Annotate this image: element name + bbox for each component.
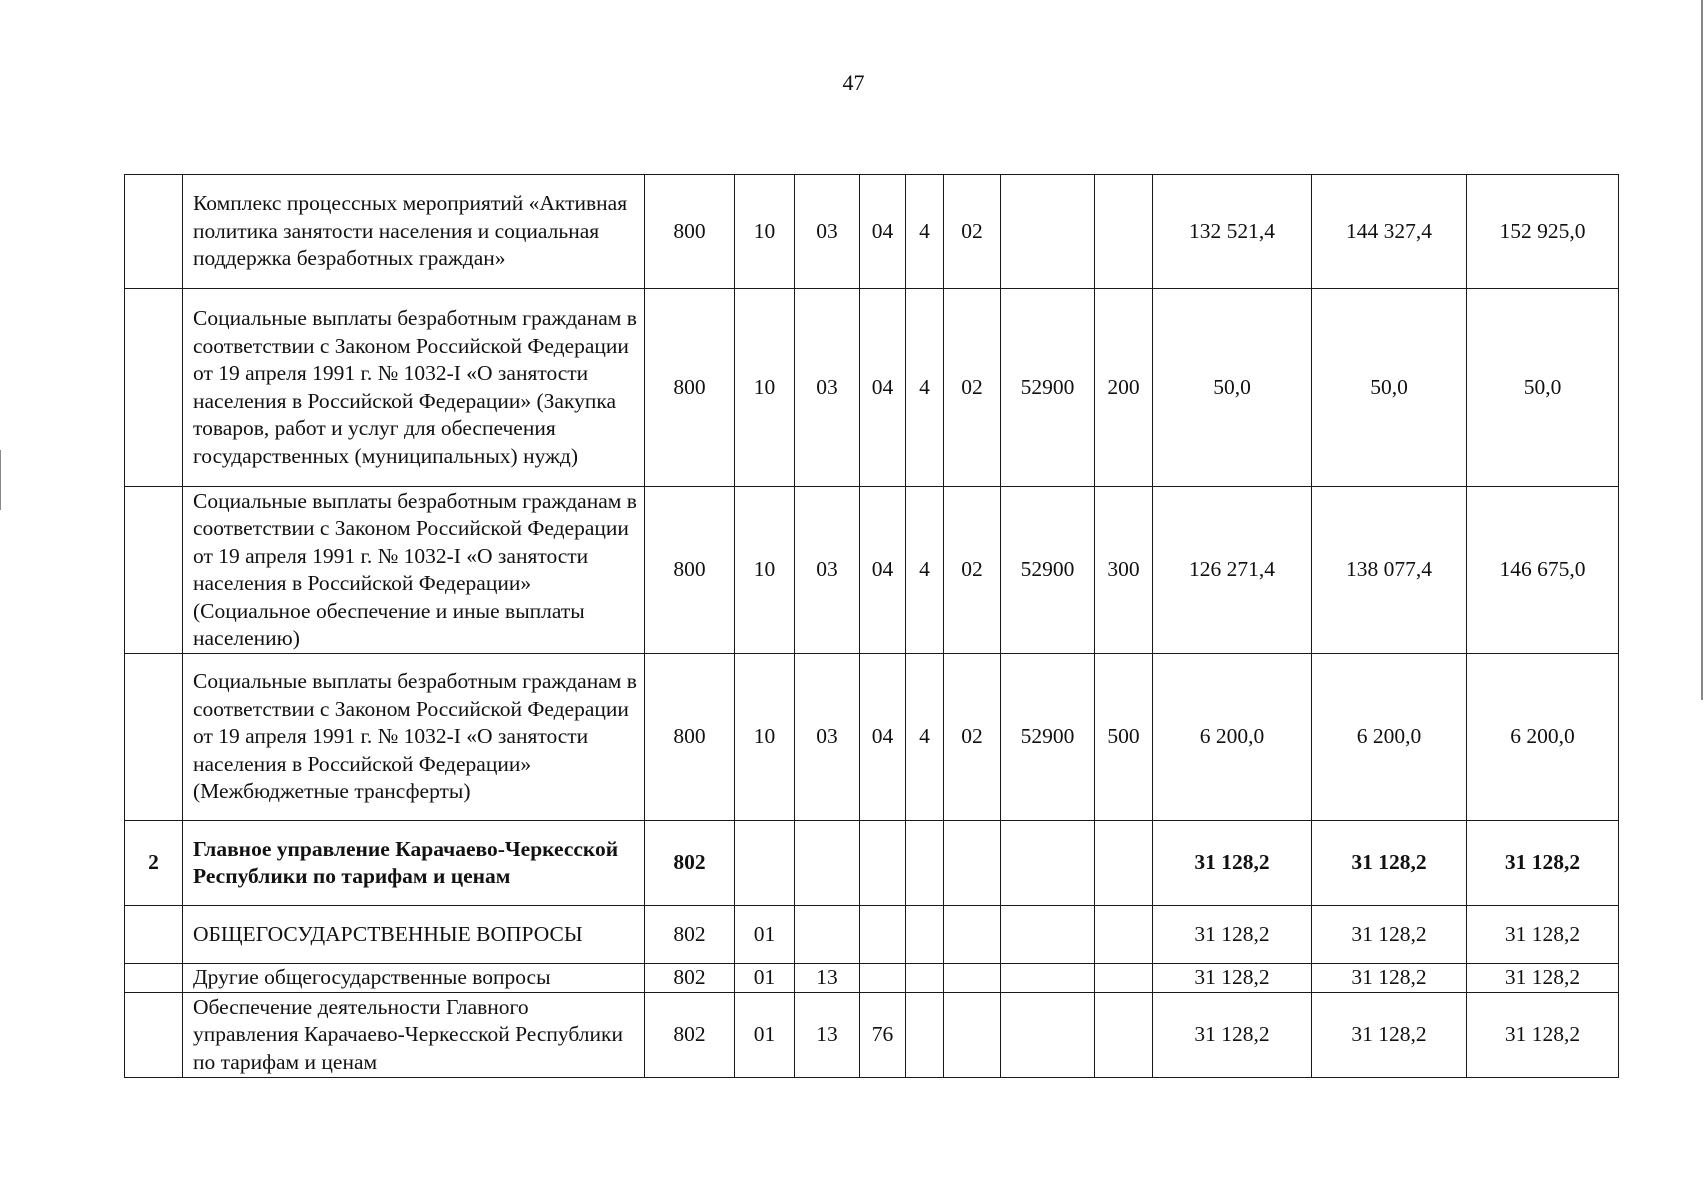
- target-item-code-cell: [1001, 993, 1095, 1078]
- activity-code-cell: [944, 993, 1001, 1078]
- subsection-code-cell: 13: [795, 964, 860, 993]
- expense-type-code-cell: 500: [1095, 654, 1153, 821]
- table-row: [125, 654, 1619, 821]
- subprogram-code-cell: [906, 964, 944, 993]
- subsection-code-cell: 03: [795, 487, 860, 654]
- amount-year2-cell: 31 128,2: [1312, 993, 1467, 1078]
- subprogram-code-cell: 4: [906, 289, 944, 487]
- ministry-code-cell: 800: [645, 289, 735, 487]
- target-item-code-cell: [1001, 906, 1095, 964]
- program-code-cell: 04: [860, 175, 906, 289]
- item-name-cell: Социальные выплаты безработным гражданам в соответствии с Законом Российской Федерации от 19 апреля 1991 г. № 1032-I «О занятости населения в Российской Федерации» (Межбюджетные трансферты): [183, 654, 645, 821]
- section-code-cell: 10: [735, 654, 795, 821]
- program-code-cell: [860, 821, 906, 906]
- amount-year1-cell: 132 521,4: [1153, 175, 1312, 289]
- amount-year3-cell: 146 675,0: [1467, 487, 1619, 654]
- row-number-cell: [125, 906, 183, 964]
- program-code-cell: 04: [860, 289, 906, 487]
- item-name-cell: Обеспечение деятельности Главного управления Карачаево-Черкесской Республики по тарифам и ценам: [183, 993, 645, 1078]
- target-item-code-cell: 52900: [1001, 487, 1095, 654]
- row-number-cell: 2: [125, 821, 183, 906]
- amount-year3-cell: 31 128,2: [1467, 964, 1619, 993]
- section-code-cell: 01: [735, 964, 795, 993]
- activity-code-cell: 02: [944, 289, 1001, 487]
- ministry-code-cell: 802: [645, 906, 735, 964]
- amount-year2-cell: 31 128,2: [1312, 964, 1467, 993]
- amount-year2-cell: 6 200,0: [1312, 654, 1467, 821]
- target-item-code-cell: 52900: [1001, 289, 1095, 487]
- ministry-code-cell: 802: [645, 821, 735, 906]
- section-code-cell: 10: [735, 175, 795, 289]
- program-code-cell: [860, 964, 906, 993]
- ministry-code-cell: 800: [645, 487, 735, 654]
- expense-type-code-cell: 200: [1095, 289, 1153, 487]
- row-number-cell: [125, 993, 183, 1078]
- row-number-cell: [125, 654, 183, 821]
- amount-year1-cell: 31 128,2: [1153, 993, 1312, 1078]
- row-number-cell: [125, 289, 183, 487]
- table-row: [125, 175, 1619, 289]
- subsection-code-cell: 03: [795, 654, 860, 821]
- table-row: [125, 964, 1619, 993]
- amount-year1-cell: 126 271,4: [1153, 487, 1312, 654]
- amount-year1-cell: 31 128,2: [1153, 821, 1312, 906]
- section-code-cell: [735, 821, 795, 906]
- program-code-cell: 04: [860, 487, 906, 654]
- row-number-cell: [125, 964, 183, 993]
- subprogram-code-cell: 4: [906, 487, 944, 654]
- expense-type-code-cell: 300: [1095, 487, 1153, 654]
- table-body: [125, 175, 1619, 1078]
- scan-edge-line: [0, 450, 1, 510]
- amount-year1-cell: 6 200,0: [1153, 654, 1312, 821]
- amount-year2-cell: 31 128,2: [1312, 821, 1467, 906]
- activity-code-cell: [944, 906, 1001, 964]
- amount-year2-cell: 50,0: [1312, 289, 1467, 487]
- amount-year1-cell: 50,0: [1153, 289, 1312, 487]
- amount-year1-cell: 31 128,2: [1153, 906, 1312, 964]
- section-code-cell: 01: [735, 993, 795, 1078]
- item-name-cell: ОБЩЕГОСУДАРСТВЕННЫЕ ВОПРОСЫ: [183, 906, 645, 964]
- activity-code-cell: 02: [944, 654, 1001, 821]
- row-number-cell: [125, 487, 183, 654]
- subprogram-code-cell: [906, 821, 944, 906]
- item-name-cell: Социальные выплаты безработным гражданам в соответствии с Законом Российской Федерации от 19 апреля 1991 г. № 1032-I «О занятости населения в Российской Федерации» (Социальное обеспечение и иные выплаты населению): [183, 487, 645, 654]
- expense-type-code-cell: [1095, 821, 1153, 906]
- amount-year2-cell: 138 077,4: [1312, 487, 1467, 654]
- amount-year3-cell: 50,0: [1467, 289, 1619, 487]
- program-code-cell: 04: [860, 654, 906, 821]
- section-code-cell: 10: [735, 487, 795, 654]
- item-name-cell: Главное управление Карачаево-Черкесской Республики по тарифам и ценам: [183, 821, 645, 906]
- scan-edge-line: [1701, 0, 1703, 700]
- program-code-cell: 76: [860, 993, 906, 1078]
- table-row: [125, 993, 1619, 1078]
- expense-type-code-cell: [1095, 964, 1153, 993]
- amount-year3-cell: 31 128,2: [1467, 821, 1619, 906]
- amount-year2-cell: 31 128,2: [1312, 906, 1467, 964]
- activity-code-cell: 02: [944, 487, 1001, 654]
- subprogram-code-cell: 4: [906, 175, 944, 289]
- row-number-cell: [125, 175, 183, 289]
- ministry-code-cell: 800: [645, 654, 735, 821]
- target-item-code-cell: [1001, 964, 1095, 993]
- subsection-code-cell: 13: [795, 993, 860, 1078]
- activity-code-cell: [944, 821, 1001, 906]
- table-row: [125, 289, 1619, 487]
- expense-type-code-cell: [1095, 906, 1153, 964]
- expense-type-code-cell: [1095, 993, 1153, 1078]
- amount-year2-cell: 144 327,4: [1312, 175, 1467, 289]
- table-row: [125, 821, 1619, 906]
- item-name-cell: Социальные выплаты безработным гражданам в соответствии с Законом Российской Федерации от 19 апреля 1991 г. № 1032-I «О занятости населения в Российской Федерации» (Закупка товаров, работ и услуг для обеспечения государственных (муниципальных) нужд): [183, 289, 645, 487]
- subsection-code-cell: [795, 906, 860, 964]
- section-code-cell: 01: [735, 906, 795, 964]
- ministry-code-cell: 802: [645, 993, 735, 1078]
- subprogram-code-cell: [906, 993, 944, 1078]
- activity-code-cell: 02: [944, 175, 1001, 289]
- target-item-code-cell: 52900: [1001, 654, 1095, 821]
- target-item-code-cell: [1001, 821, 1095, 906]
- subsection-code-cell: 03: [795, 175, 860, 289]
- item-name-cell: Комплекс процессных мероприятий «Активная политика занятости населения и социальная поддержка безработных граждан»: [183, 175, 645, 289]
- table-row: [125, 906, 1619, 964]
- amount-year3-cell: 31 128,2: [1467, 906, 1619, 964]
- expense-type-code-cell: [1095, 175, 1153, 289]
- ministry-code-cell: 802: [645, 964, 735, 993]
- item-name-cell: Другие общегосударственные вопросы: [183, 964, 645, 993]
- subsection-code-cell: [795, 821, 860, 906]
- table-row: [125, 487, 1619, 654]
- amount-year3-cell: 6 200,0: [1467, 654, 1619, 821]
- program-code-cell: [860, 906, 906, 964]
- subsection-code-cell: 03: [795, 289, 860, 487]
- amount-year1-cell: 31 128,2: [1153, 964, 1312, 993]
- page-number: 47: [842, 70, 865, 95]
- subprogram-code-cell: 4: [906, 654, 944, 821]
- subprogram-code-cell: [906, 906, 944, 964]
- activity-code-cell: [944, 964, 1001, 993]
- target-item-code-cell: [1001, 175, 1095, 289]
- amount-year3-cell: 152 925,0: [1467, 175, 1619, 289]
- section-code-cell: 10: [735, 289, 795, 487]
- budget-table: [124, 174, 1619, 1078]
- ministry-code-cell: 800: [645, 175, 735, 289]
- amount-year3-cell: 31 128,2: [1467, 993, 1619, 1078]
